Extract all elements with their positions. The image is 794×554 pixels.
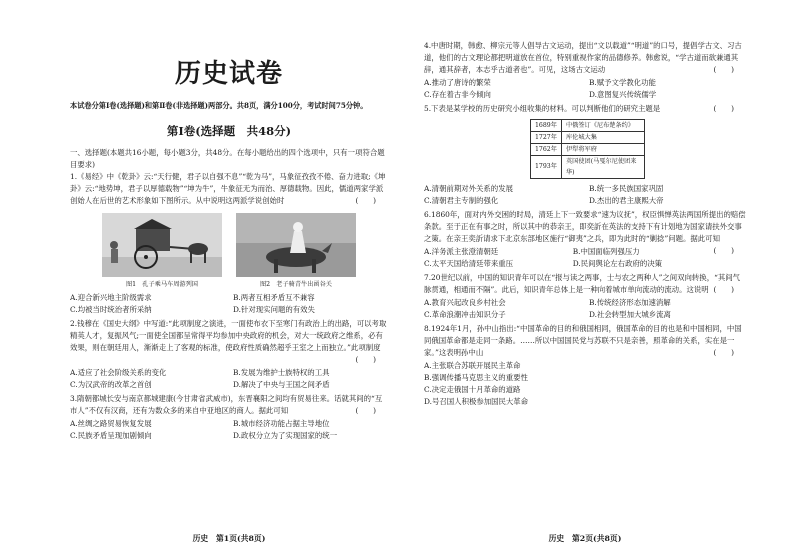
question-5 <box>424 103 746 207</box>
option-b: B.赋予文学教化功能 <box>589 77 656 87</box>
table-cell: 库伦城大集 <box>562 131 645 143</box>
question-8 <box>424 323 746 408</box>
option-d: D.号召国人积极参加国民大革命 <box>424 396 529 406</box>
table-cell: 中俄签订《尼布楚条约》 <box>562 119 645 131</box>
option-a: A.清朝前期对外关系的发展 <box>424 183 513 193</box>
option-d: D.杰出的君主康熙大帝 <box>589 195 664 205</box>
option-c: C.为汉武帝的改革之首创 <box>70 379 152 389</box>
laozi-ox-statue-image <box>236 213 356 277</box>
table-cell: 伊犁将军府 <box>562 143 645 155</box>
figure-2 <box>236 213 356 290</box>
instruction-text: 一、选择题(本题共16小题，每小题3分，共48分。在每小题给出的四个选项中，只有一项符合题目要求) <box>70 147 385 169</box>
table-cell: 1762年 <box>531 143 562 155</box>
table-cell: 1727年 <box>531 131 562 143</box>
option-c: C.存在着古非今倾向 <box>424 89 491 99</box>
question-5-text: 5.下表是某学校的历史研究小组收集的材料。可以判断他们的研究主题是 ( ) <box>424 103 734 113</box>
answer-blank: ( ) <box>713 103 734 113</box>
answer-blank: ( ) <box>713 284 734 294</box>
option-b: B.城市经济功能占据主导地位 <box>233 418 330 428</box>
top-margin <box>424 0 746 40</box>
option-d: D.意图复兴传统儒学 <box>589 89 657 99</box>
figure-1 <box>102 213 222 290</box>
option-c: C.均被当时统治者所采纳 <box>70 304 152 314</box>
option-d: D.民间舆论左右政府的决策 <box>572 258 663 268</box>
option-a: A.丝绸之路贸易恢复发展 <box>70 418 152 428</box>
option-b: B.发展为维护士族特权的工具 <box>233 367 330 377</box>
question-7 <box>424 272 746 321</box>
question-7-options <box>424 297 746 321</box>
figure-1-caption: 图1 孔子乘马车周游列国 <box>126 280 198 288</box>
question-5-options <box>424 183 746 207</box>
question-5-table <box>530 119 645 179</box>
option-a: A.推动了唐诗的繁荣 <box>424 77 491 87</box>
table-cell: 英国使团(马戛尔尼使团来华) <box>562 155 645 178</box>
option-a: A.主张联合苏联开展民主革命 <box>424 360 521 370</box>
option-a: A.迎合新兴地主阶级需求 <box>70 292 152 302</box>
table-row <box>531 143 645 155</box>
answer-blank: ( ) <box>355 195 376 205</box>
answer-blank: ( ) <box>713 64 734 74</box>
question-2-options <box>70 367 388 391</box>
question-1-options <box>70 292 388 316</box>
option-b: B.传统经济形态加速消解 <box>589 297 671 307</box>
question-2-text: 2.钱穆在《国史大纲》中写道:“此项制度之演进，一面使布衣下至寒门有政治上的出路，可以考取精英人才，复振风气;一面使全国都呈常得平均参加中央政府的机会，对大一统政府之维系，必有效果，则在朝廷用人，渐渐走上了客观的标准，使政府性质确然超乎王室之上而独立。”此项制度 <box>70 318 387 352</box>
question-6-options <box>424 246 713 270</box>
page-footer: 历史 第1页(共8页) <box>192 534 266 544</box>
question-8-options <box>424 360 746 408</box>
question-4-options <box>424 77 746 101</box>
table-cell: 1689年 <box>531 119 562 131</box>
question-4-text: 4.中唐时期，韩愈、柳宗元等人倡导古文运动，提出“文以载道”“明道”的口号，提倡学古文、习古道，他们的古文理论都把明道放在首位，特别重视作家的品德修养。韩愈说，“学古道而欲兼通其辞，通其辞者，本志乎古道者也”。可见，这场古文运动 ( ) <box>424 41 742 74</box>
option-a: A.洋务派主张澄清朝廷 <box>424 246 499 256</box>
table-cell: 1793年 <box>531 155 562 178</box>
question-4 <box>424 40 746 101</box>
page-1 <box>70 0 388 554</box>
page-footer: 历史 第2页(共8页) <box>548 534 622 544</box>
option-c: C.清朝君主专制的强化 <box>424 195 499 205</box>
figure-2-caption: 图2 老子骑青牛出函谷关 <box>260 280 332 288</box>
option-c: C.决定走俄国十月革命的道路 <box>424 384 521 394</box>
question-8-text: 8.1924年1月，孙中山指出:“中国革命的目的和俄国相同，俄国革命的目的也是和中国相同，中国同俄国革命都是走同一条路。……所以中国国民党与苏联不只是亲善，照革命的关系，实在是一家。”这表明孙中山 ( ) <box>424 323 742 357</box>
question-1 <box>70 171 388 316</box>
answer-blank: ( ) <box>355 405 376 415</box>
option-b: B.统一多民族国家巩固 <box>589 183 664 193</box>
option-d: D.政权分立为了实现国家的统一 <box>233 430 338 440</box>
option-d: D.解决了中央与王国之间矛盾 <box>233 379 330 389</box>
option-d: D.社会转型加大城乡流离 <box>589 309 671 319</box>
exam-title: 历史试卷 <box>174 59 283 89</box>
question-3-text: 3.隋朝都城长安与南京都城建康(今甘肃省武威市)，东晋襄阳之间均有贸易往来。话就其间的“互市人”不仅有汉商，还有为数众多的来自中亚地区的商人。据此可知 ( ) <box>70 393 383 415</box>
exam-intro: 本试卷分第Ⅰ卷(选择题)和第Ⅱ卷(非选择题)两部分。共8页，满分100分，考试时间75分钟。 <box>70 101 368 110</box>
page-2 <box>424 0 746 554</box>
option-a: A.适应了社会阶级关系的变化 <box>70 367 167 377</box>
table-row <box>531 131 645 143</box>
table-row <box>531 155 645 178</box>
question-7-text: 7.20世纪以前，中国的知识青年可以在“报与读之两事，士与农之两种人”之间双向转换，“其间气脉贯通，相通而不隔”。此后，知识青年总体上是一种向着城市单向流动的流动。这说明 ( ) <box>424 272 741 294</box>
question-3-options <box>70 418 388 442</box>
table-row <box>531 119 645 131</box>
question-1-figures <box>70 213 388 290</box>
question-3 <box>70 393 388 442</box>
option-b: B.中国面临列强压力 <box>572 246 640 256</box>
question-2 <box>70 318 388 391</box>
answer-blank: ( ) <box>713 347 734 357</box>
question-1-text: 1.《易经》中《乾卦》云:“天行健，君子以自强不息”“乾为马”，马象征孜孜不倦、奋力进取;《坤卦》云:“地势坤，君子以厚德载物”“坤为牛”，牛象征无为而治、厚德载物。因此，儒道两家学派创始人在后世的艺术形象如下图所示。从中说明这两派学说创始时 ( ) <box>70 171 386 205</box>
option-b: B.两者互相矛盾互不兼容 <box>233 292 315 302</box>
answer-blank: ( ) <box>355 354 376 364</box>
option-d: D.针对现实问题的有效失 <box>233 304 315 314</box>
confucius-carriage-image <box>102 213 222 277</box>
option-a: A.教育兴起改良乡村社会 <box>424 297 506 307</box>
option-c: C.民族矛盾呈现加剧倾向 <box>70 430 152 440</box>
option-b: B.强调传播马克思主义的重要性 <box>424 372 528 382</box>
option-c: C.太平天国给清廷带来重压 <box>424 258 514 268</box>
question-6 <box>424 209 746 270</box>
answer-blank: ( ) <box>713 245 734 255</box>
question-6-text: 6.1860年，面对内外交困的时局，清廷上下一致要求“速为议抚”，权臣惧惮英法两国所提出的赔偿条款。至于正在有事之时，所以其中的恭亲王，即奕訢在英法的支持下有计划地为国家请扶外交事之策。在亲王奕訢请求下北京东部地区施行“御夷”之兵，即为此时的“剿捻”问题。据此可知 ( ) <box>424 209 746 255</box>
section-heading: 第Ⅰ卷(选择题 共48分) <box>166 124 292 139</box>
option-c: C.革命浪潮冲击知识分子 <box>424 309 506 319</box>
